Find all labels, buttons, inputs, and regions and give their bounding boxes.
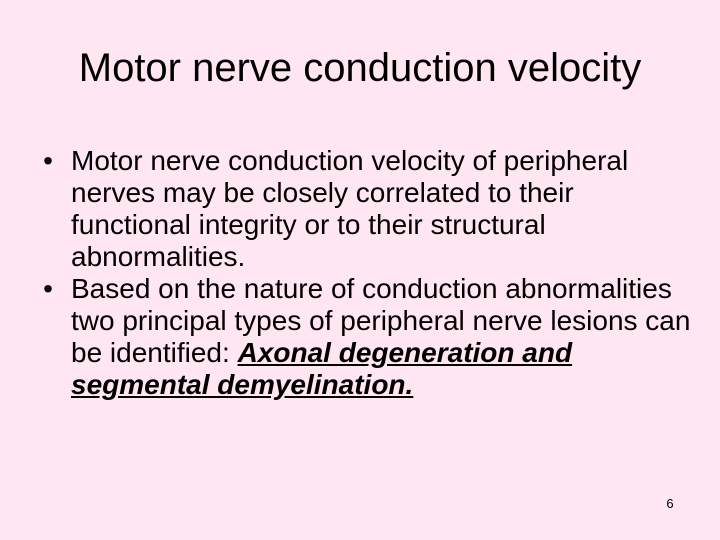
bullet-item-conduction-velocity [36,145,696,273]
emphasized-lesion-types: Axonal degeneration and segmental demyelination. [71,337,573,400]
page-number: 6 [666,496,674,511]
bullet-marker: • [43,145,53,176]
slide-title: Motor nerve conduction velocity [78,46,642,90]
bullet-list [36,145,696,401]
bullet-marker: • [43,273,53,304]
bullet-item-lesion-types [36,273,696,401]
bullet-text: Based on the nature of conduction abnormalities two principal types of peripheral nerve lesions can be identified: [71,273,691,368]
bullet-text: Motor nerve conduction velocity of peripheral nerves may be closely correlated to their functional integrity or to their structural abnormalities. [71,145,629,272]
